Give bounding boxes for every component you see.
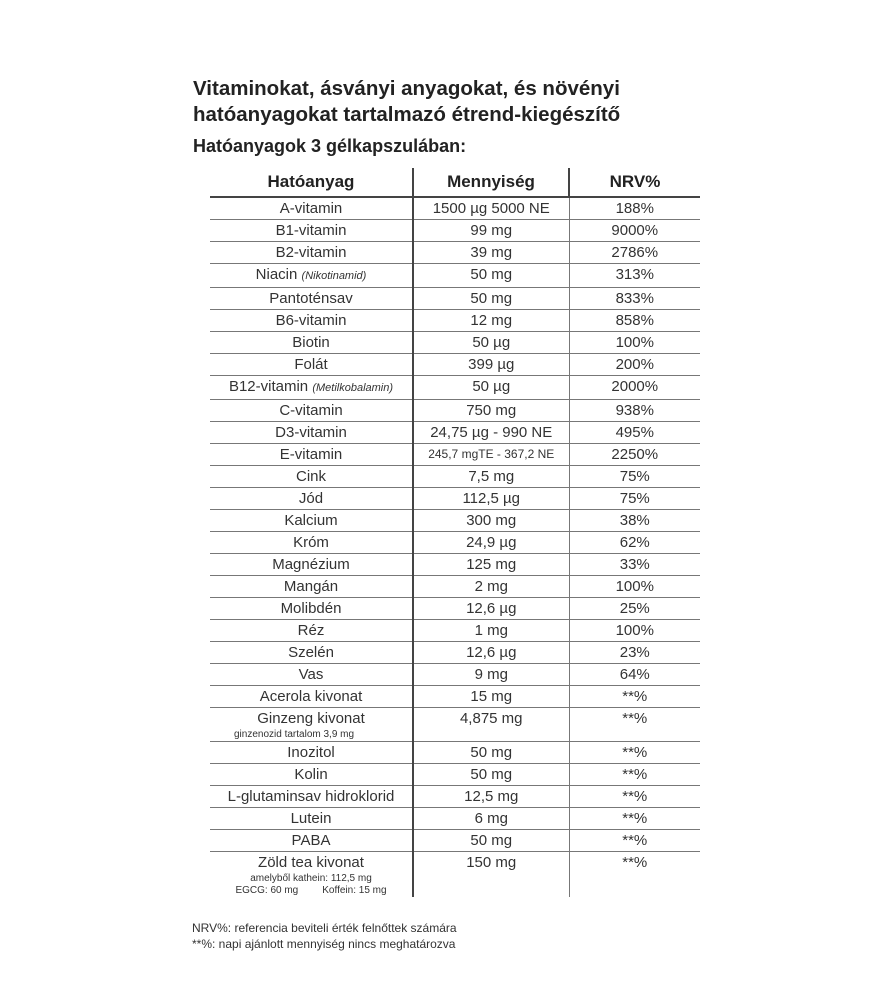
- nrv-cell: 75%: [569, 466, 700, 488]
- table-header-row: [210, 168, 700, 197]
- footnotes: [192, 920, 457, 952]
- ingredient-name: Zöld tea kivonat: [258, 854, 364, 871]
- title-line-1: Vitaminokat, ásványi anyagokat, és növényi: [193, 77, 620, 100]
- table-row: [210, 554, 700, 576]
- ingredient-name: Szelén: [288, 644, 334, 661]
- ingredient-name: B6-vitamin: [275, 312, 347, 329]
- amount-cell: 399 µg: [413, 354, 569, 376]
- amount-cell: 12,6 µg: [413, 598, 569, 620]
- nrv-cell: 2786%: [569, 242, 700, 264]
- table-row: [210, 400, 700, 422]
- table-row: [210, 332, 700, 354]
- ingredient-name: C-vitamin: [279, 402, 343, 419]
- section-subtitle: Hatóanyagok 3 gélkapszulában:: [193, 136, 467, 156]
- ingredient-name-cell: [210, 576, 413, 598]
- nrv-cell: 62%: [569, 532, 700, 554]
- nrv-cell: 23%: [569, 642, 700, 664]
- amount-cell: 24,9 µg: [413, 532, 569, 554]
- ingredient-name-cell: [210, 830, 413, 852]
- table-row: [210, 376, 700, 400]
- amount-cell: 24,75 µg - 990 NE: [413, 422, 569, 444]
- nrv-cell: **%: [569, 786, 700, 808]
- nrv-cell: **%: [622, 854, 648, 871]
- ingredient-name-cell: [210, 197, 413, 220]
- ingredient-name-cell: [210, 310, 413, 332]
- table-row: [210, 830, 700, 852]
- ingredient-name-cell: [210, 422, 413, 444]
- ingredient-name: B12-vitamin: [228, 378, 309, 395]
- nrv-cell: 75%: [569, 488, 700, 510]
- ingredient-name-cell: [210, 488, 413, 510]
- ingredient-name: Lutein: [290, 810, 332, 827]
- amount-cell: 12,5 mg: [413, 786, 569, 808]
- amount-cell: 300 mg: [413, 510, 569, 532]
- amount-cell: 6 mg: [413, 808, 569, 830]
- nrv-cell: 2000%: [569, 376, 700, 400]
- amount-cell: 15 mg: [413, 686, 569, 708]
- ingredient-name-cell: [210, 686, 413, 708]
- document-title: [193, 76, 753, 128]
- table-row: [210, 642, 700, 664]
- ingredient-name-cell: [210, 786, 413, 808]
- amount-cell: 245,7 mgTE - 367,2 NE: [413, 444, 569, 466]
- amount-cell: 50 µg: [413, 376, 569, 400]
- ingredient-note: (Metilkobalamin): [312, 382, 394, 394]
- table-row: [210, 664, 700, 686]
- nrv-cell: 833%: [569, 288, 700, 310]
- table-row: [210, 598, 700, 620]
- ingredient-name-cell: [210, 466, 413, 488]
- ingredient-name: Biotin: [292, 334, 330, 351]
- ingredient-name-cell: [210, 708, 413, 742]
- amount-cell: 50 mg: [413, 764, 569, 786]
- ingredient-subnote: amelyből kathein: 112,5 mg: [250, 873, 372, 884]
- table-row: [210, 422, 700, 444]
- ingredient-name: Inozitol: [287, 744, 335, 761]
- ingredient-name-cell: [210, 554, 413, 576]
- nrv-cell: 188%: [569, 197, 700, 220]
- ingredient-name-cell: [210, 264, 413, 288]
- ingredient-name: Folát: [294, 356, 328, 373]
- ingredient-name-cell: [210, 242, 413, 264]
- ingredient-name-cell: [210, 532, 413, 554]
- ingredient-name-cell: [210, 510, 413, 532]
- ingredient-name-cell: [210, 808, 413, 830]
- amount-cell: 9 mg: [413, 664, 569, 686]
- ingredient-name-cell: [210, 376, 413, 400]
- ingredient-name: Jód: [298, 490, 324, 507]
- ingredient-name: D3-vitamin: [275, 424, 347, 441]
- amount-cell: 150 mg: [413, 852, 569, 898]
- ingredients-table: [210, 168, 700, 897]
- amount-cell: 4,875 mg: [413, 708, 569, 742]
- amount-cell: 750 mg: [413, 400, 569, 422]
- table-row: [210, 310, 700, 332]
- table-row: [210, 742, 700, 764]
- amount-cell: 112,5 µg: [413, 488, 569, 510]
- ingredient-name-cell: [210, 332, 413, 354]
- header-ingredient: Hatóanyag: [210, 168, 413, 197]
- ingredient-name: Ginzeng kivonat: [257, 710, 365, 727]
- nrv-cell: 9000%: [569, 220, 700, 242]
- ingredient-name-cell: [210, 764, 413, 786]
- ingredient-name: Mangán: [283, 578, 339, 595]
- ingredient-name-cell: [210, 664, 413, 686]
- ingredient-name: Niacin: [255, 266, 298, 283]
- amount-cell: 7,5 mg: [413, 466, 569, 488]
- nrv-cell: 313%: [569, 264, 700, 288]
- table-row: [210, 510, 700, 532]
- table-row: [210, 242, 700, 264]
- nrv-cell: 38%: [569, 510, 700, 532]
- ingredient-name: B2-vitamin: [275, 244, 347, 261]
- ingredient-name-cell: [210, 642, 413, 664]
- nrv-cell: **%: [569, 686, 700, 708]
- table-row: [210, 808, 700, 830]
- amount-cell: 1500 µg 5000 NE: [413, 197, 569, 220]
- ingredient-name-cell: [210, 354, 413, 376]
- ingredient-name: Króm: [293, 534, 329, 551]
- nrv-cell: 64%: [569, 664, 700, 686]
- table-row: [210, 620, 700, 642]
- ingredient-note: (Nikotinamid): [301, 270, 367, 282]
- table-row: [210, 686, 700, 708]
- table-row: [210, 288, 700, 310]
- amount-cell: 12 mg: [413, 310, 569, 332]
- ingredient-name-cell: [210, 444, 413, 466]
- table-row: [210, 444, 700, 466]
- table-row: [210, 488, 700, 510]
- ingredient-name: B1-vitamin: [275, 222, 347, 239]
- amount-cell: 2 mg: [413, 576, 569, 598]
- ingredient-name-cell: [210, 220, 413, 242]
- nrv-cell: **%: [569, 742, 700, 764]
- nrv-cell: **%: [569, 708, 700, 742]
- nrv-cell: 858%: [569, 310, 700, 332]
- ingredient-name-cell: [210, 620, 413, 642]
- header-amount: Mennyiség: [413, 168, 569, 197]
- nrv-cell: 495%: [569, 422, 700, 444]
- footnote-nrv: NRV%: referencia beviteli érték felnőttek számára: [192, 921, 457, 935]
- ingredient-name: Kalcium: [284, 512, 338, 529]
- ingredient-name: Magnézium: [272, 556, 350, 573]
- header-nrv: NRV%: [569, 168, 700, 197]
- ingredient-name-cell: [210, 288, 413, 310]
- table-row: [210, 764, 700, 786]
- amount-cell: 99 mg: [413, 220, 569, 242]
- ingredient-name-cell: [210, 742, 413, 764]
- amount-cell: 50 mg: [413, 742, 569, 764]
- table-body: [210, 197, 700, 897]
- nrv-cell: **%: [569, 808, 700, 830]
- table-row: [210, 466, 700, 488]
- table-row: [210, 576, 700, 598]
- amount-cell: 50 mg: [413, 288, 569, 310]
- nrv-cell: 100%: [569, 620, 700, 642]
- ingredient-subnote: ginzenozid tartalom 3,9 mg: [234, 729, 355, 740]
- ingredient-name: Vas: [298, 666, 324, 683]
- table-row: [210, 532, 700, 554]
- nrv-cell: 2250%: [569, 444, 700, 466]
- title-line-2: hatóanyagokat tartalmazó étrend-kiegészítő: [193, 103, 621, 126]
- ingredient-subnote: Koffein: 15 mg: [322, 885, 387, 896]
- amount-cell: 12,6 µg: [413, 642, 569, 664]
- table-row: [210, 708, 700, 742]
- nrv-cell: 33%: [569, 554, 700, 576]
- table-row: [210, 852, 700, 898]
- ingredient-name-cell: [210, 598, 413, 620]
- ingredient-name: Cink: [295, 468, 326, 485]
- nrv-cell: **%: [569, 764, 700, 786]
- footnote-asterisk: **%: napi ajánlott mennyiség nincs meghatározva: [192, 937, 456, 951]
- amount-cell: 1 mg: [413, 620, 569, 642]
- ingredient-name-cell: [210, 852, 413, 898]
- ingredient-name: L-glutaminsav hidroklorid: [227, 788, 395, 805]
- ingredient-name: Pantoténsav: [269, 290, 353, 307]
- table-row: [210, 197, 700, 220]
- ingredient-name: A-vitamin: [279, 200, 343, 217]
- ingredient-name: Molibdén: [280, 600, 342, 617]
- amount-cell: 125 mg: [413, 554, 569, 576]
- nrv-cell: 25%: [569, 598, 700, 620]
- nrv-cell: 938%: [569, 400, 700, 422]
- nrv-cell: **%: [569, 830, 700, 852]
- table-row: [210, 354, 700, 376]
- ingredient-name: Kolin: [294, 766, 328, 783]
- amount-cell: 50 mg: [413, 830, 569, 852]
- amount-cell: 39 mg: [413, 242, 569, 264]
- ingredient-subnote: EGCG: 60 mg: [235, 885, 299, 896]
- nrv-cell: 100%: [569, 576, 700, 598]
- amount-cell: 50 mg: [413, 264, 569, 288]
- nrv-cell: 100%: [569, 332, 700, 354]
- ingredient-name: Acerola kivonat: [259, 688, 363, 705]
- ingredient-name: PABA: [291, 832, 331, 849]
- ingredient-subnote-pair: [210, 885, 412, 897]
- ingredient-name-cell: [210, 400, 413, 422]
- nrv-cell: 200%: [569, 354, 700, 376]
- amount-cell: 50 µg: [413, 332, 569, 354]
- table-row: [210, 220, 700, 242]
- ingredient-name: E-vitamin: [279, 446, 343, 463]
- table-row: [210, 786, 700, 808]
- ingredient-name: Réz: [297, 622, 325, 639]
- table-row: [210, 264, 700, 288]
